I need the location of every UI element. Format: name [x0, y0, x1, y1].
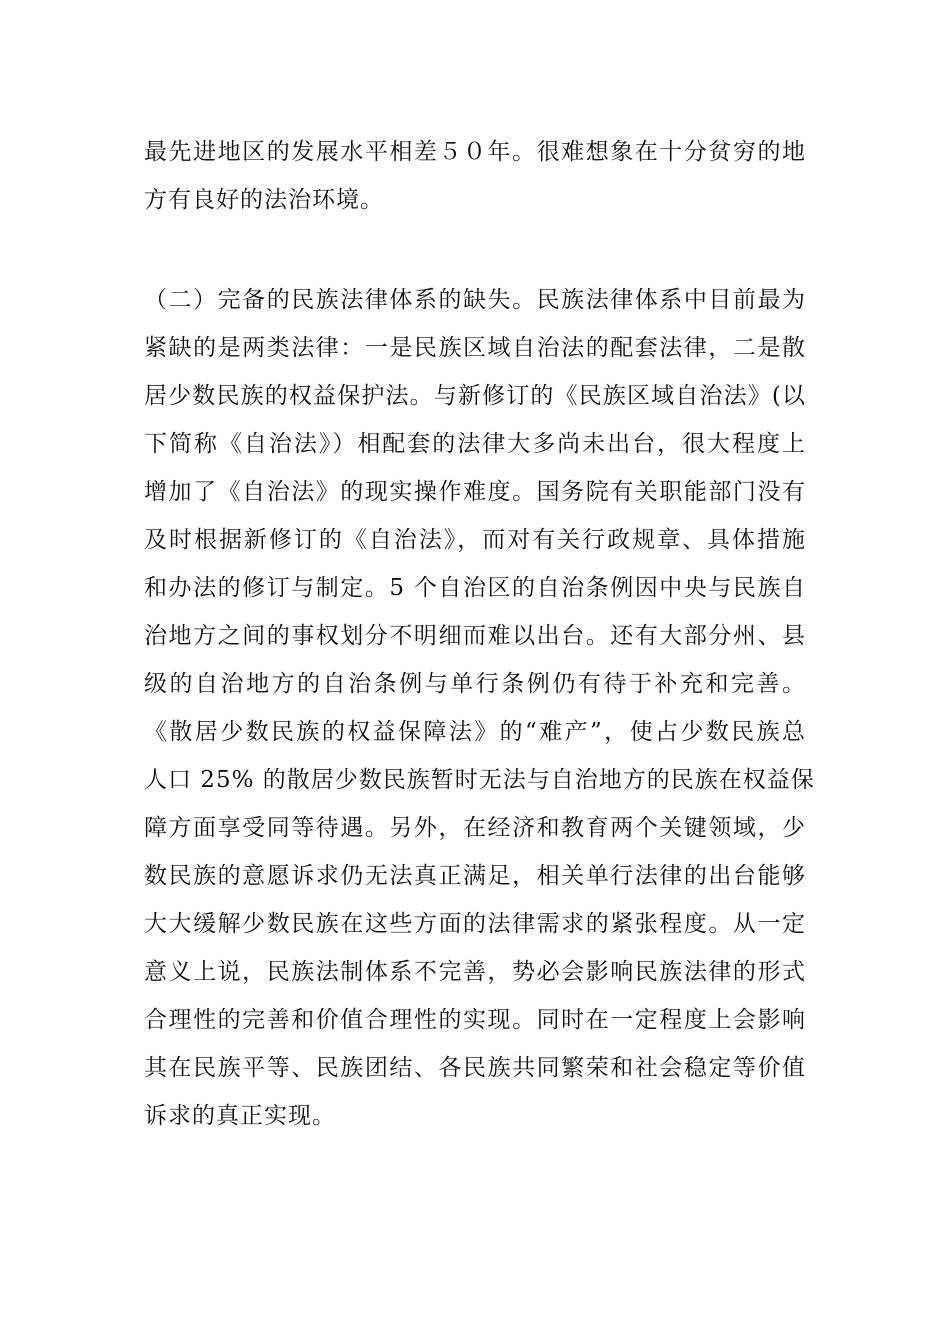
paragraph-line: 方有良好的法治环境。: [144, 187, 384, 213]
paragraph-line: 意义上说，民族法制体系不完善，势必会影响民族法律的形式: [144, 959, 806, 985]
paragraph-line: 紧缺的是两类法律：一是民族区域自治法的配套法律，二是散: [144, 335, 806, 361]
paragraph-line: 人口 25% 的散居少数民族暂时无法与自治地方的民族在权益保: [144, 767, 815, 793]
paragraph-line: 下简称《自治法》）相配套的法律大多尚未出台，很大程度上: [144, 431, 806, 457]
paragraph-line: 数民族的意愿诉求仍无法真正满足，相关单行法律的出台能够: [144, 863, 806, 889]
paragraph-line: 诉求的真正实现。: [144, 1103, 336, 1129]
paragraph-line: 合理性的完善和价值合理性的实现。同时在一定程度上会影响: [144, 1007, 806, 1033]
paragraph-line: 及时根据新修订的《自治法》，而对有关行政规章、具体措施: [144, 527, 806, 553]
paragraph-line: 居少数民族的权益保护法。与新修订的《民族区域自治法》(以: [144, 383, 806, 409]
paragraph-line: 大大缓解少数民族在这些方面的法律需求的紧张程度。从一定: [144, 911, 806, 937]
paragraph-line: 《散居少数民族的权益保障法》的“难产”，使占少数民族总: [144, 719, 806, 745]
paragraph-line: 其在民族平等、民族团结、各民族共同繁荣和社会稳定等价值: [144, 1055, 806, 1081]
paragraph-line: 最先进地区的发展水平相差５０年。很难想象在十分贫穷的地: [144, 139, 806, 165]
paragraph-line: 增加了《自治法》的现实操作难度。国务院有关职能部门没有: [144, 479, 806, 505]
paragraph-line: 级的自治地方的自治条例与单行条例仍有待于补充和完善。: [144, 671, 806, 697]
paragraph-line: 和办法的修订与制定。5 个自治区的自治条例因中央与民族自: [144, 575, 806, 601]
paragraph-line: 障方面享受同等待遇。另外，在经济和教育两个关键领域，少: [144, 815, 806, 841]
paragraph-line: 治地方之间的事权划分不明细而难以出台。还有大部分州、县: [144, 623, 806, 649]
paragraph-line: （二）完备的民族法律体系的缺失。民族法律体系中目前最为: [144, 287, 806, 313]
